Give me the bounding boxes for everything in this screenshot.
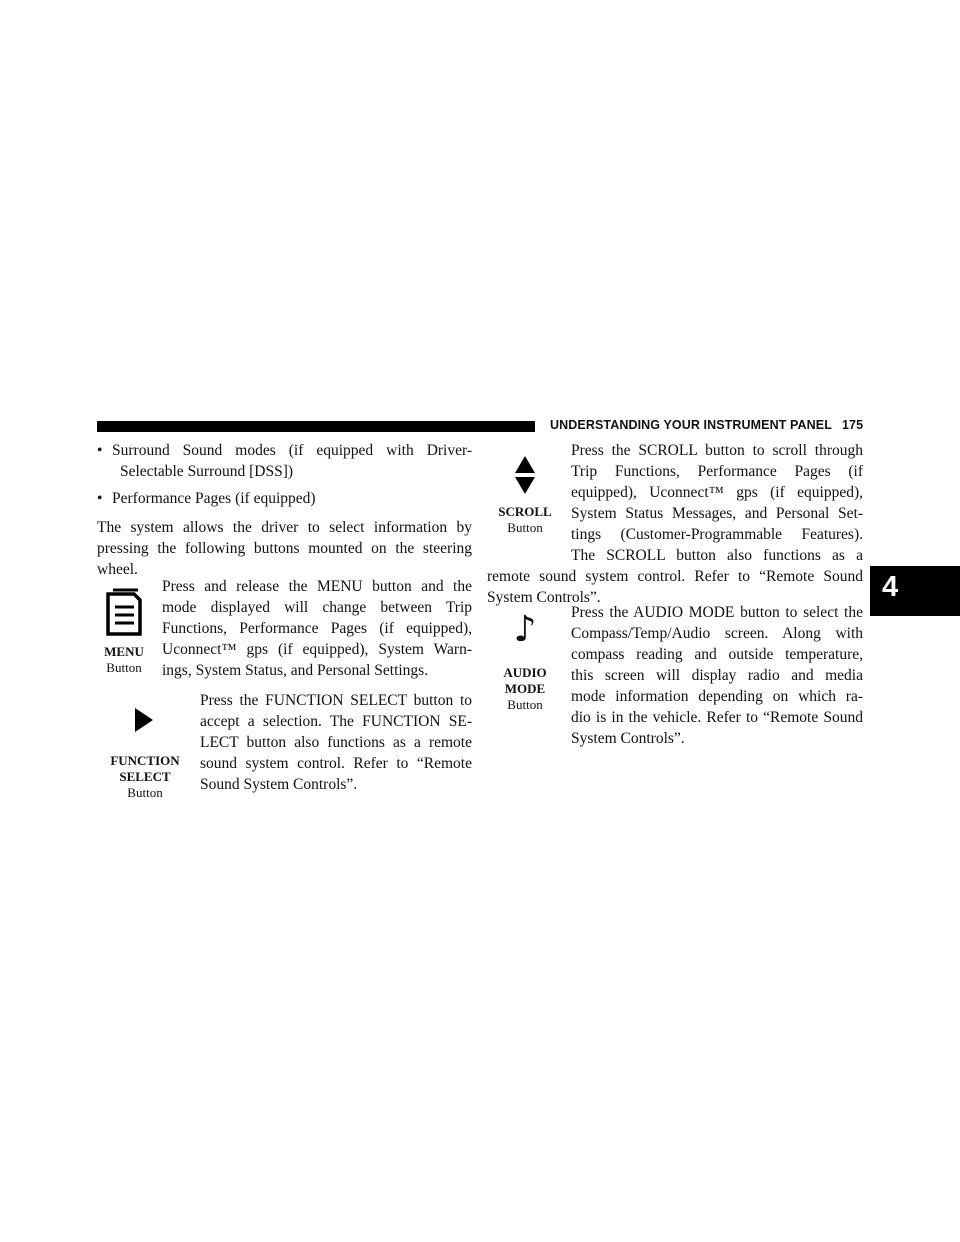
bullet-marker: •	[97, 442, 103, 459]
scroll-description: Press the SCROLL button to scroll through Trip Functions, Performance Pages (if equipped), Uconnect™ gps (if equipped), System Status Messages, and Personal Set- tings (Customer-Programmable Features). The SCROLL button also functions as a	[571, 442, 863, 564]
scroll-arrows-icon	[514, 455, 536, 495]
menu-description: Press and release the MENU button and the mode displayed will change between Trip Functions, Performance Pages (if equipped), Uconnect™ gps (if equipped), System Warn- ings, System Status, and Personal Settings.	[162, 578, 472, 679]
page-number: 175	[841, 418, 864, 432]
scroll-description-continued: remote sound system control. Refer to “Remote Sound System Controls”.	[487, 568, 863, 606]
section-title: UNDERSTANDING YOUR INSTRUMENT PANEL	[550, 418, 832, 432]
audio-mode-caption: AUDIO MODE Button	[503, 665, 547, 712]
menu-list-icon	[106, 588, 142, 636]
intro-paragraph: The system allows the driver to select information by pressing the following buttons mounted on the steering wheel.	[97, 519, 472, 578]
menu-caption: MENU Button	[104, 644, 144, 675]
chapter-tab	[870, 566, 960, 616]
bullet-item-performance: Performance Pages (if equipped)	[112, 490, 316, 507]
bullet-marker: •	[97, 490, 103, 507]
header-rule	[97, 421, 535, 432]
bullet-item-surround: Surround Sound modes (if equipped with Driver- Selectable Surround [DSS])	[112, 442, 472, 480]
running-header	[550, 418, 865, 435]
function-select-caption: FUNCTION SELECT Button	[110, 753, 180, 800]
music-note-icon: ♪	[513, 609, 537, 650]
function-select-description: Press the FUNCTION SELECT button to accept a selection. The FUNCTION SE- LECT button also functions as a remote sound system control. Refer to “Remote Sound System Controls”.	[200, 692, 472, 793]
scroll-caption: SCROLL Button	[498, 504, 552, 535]
play-triangle-icon	[134, 707, 154, 733]
audio-mode-description: Press the AUDIO MODE button to select the Compass/Temp/Audio screen. Along with compass reading and outside temperature, this screen will display radio and media mode information depending on which ra- dio is in the vehicle. Refer to “Remote Sound System Controls”.	[571, 604, 863, 747]
chapter-number: 4	[882, 571, 899, 603]
